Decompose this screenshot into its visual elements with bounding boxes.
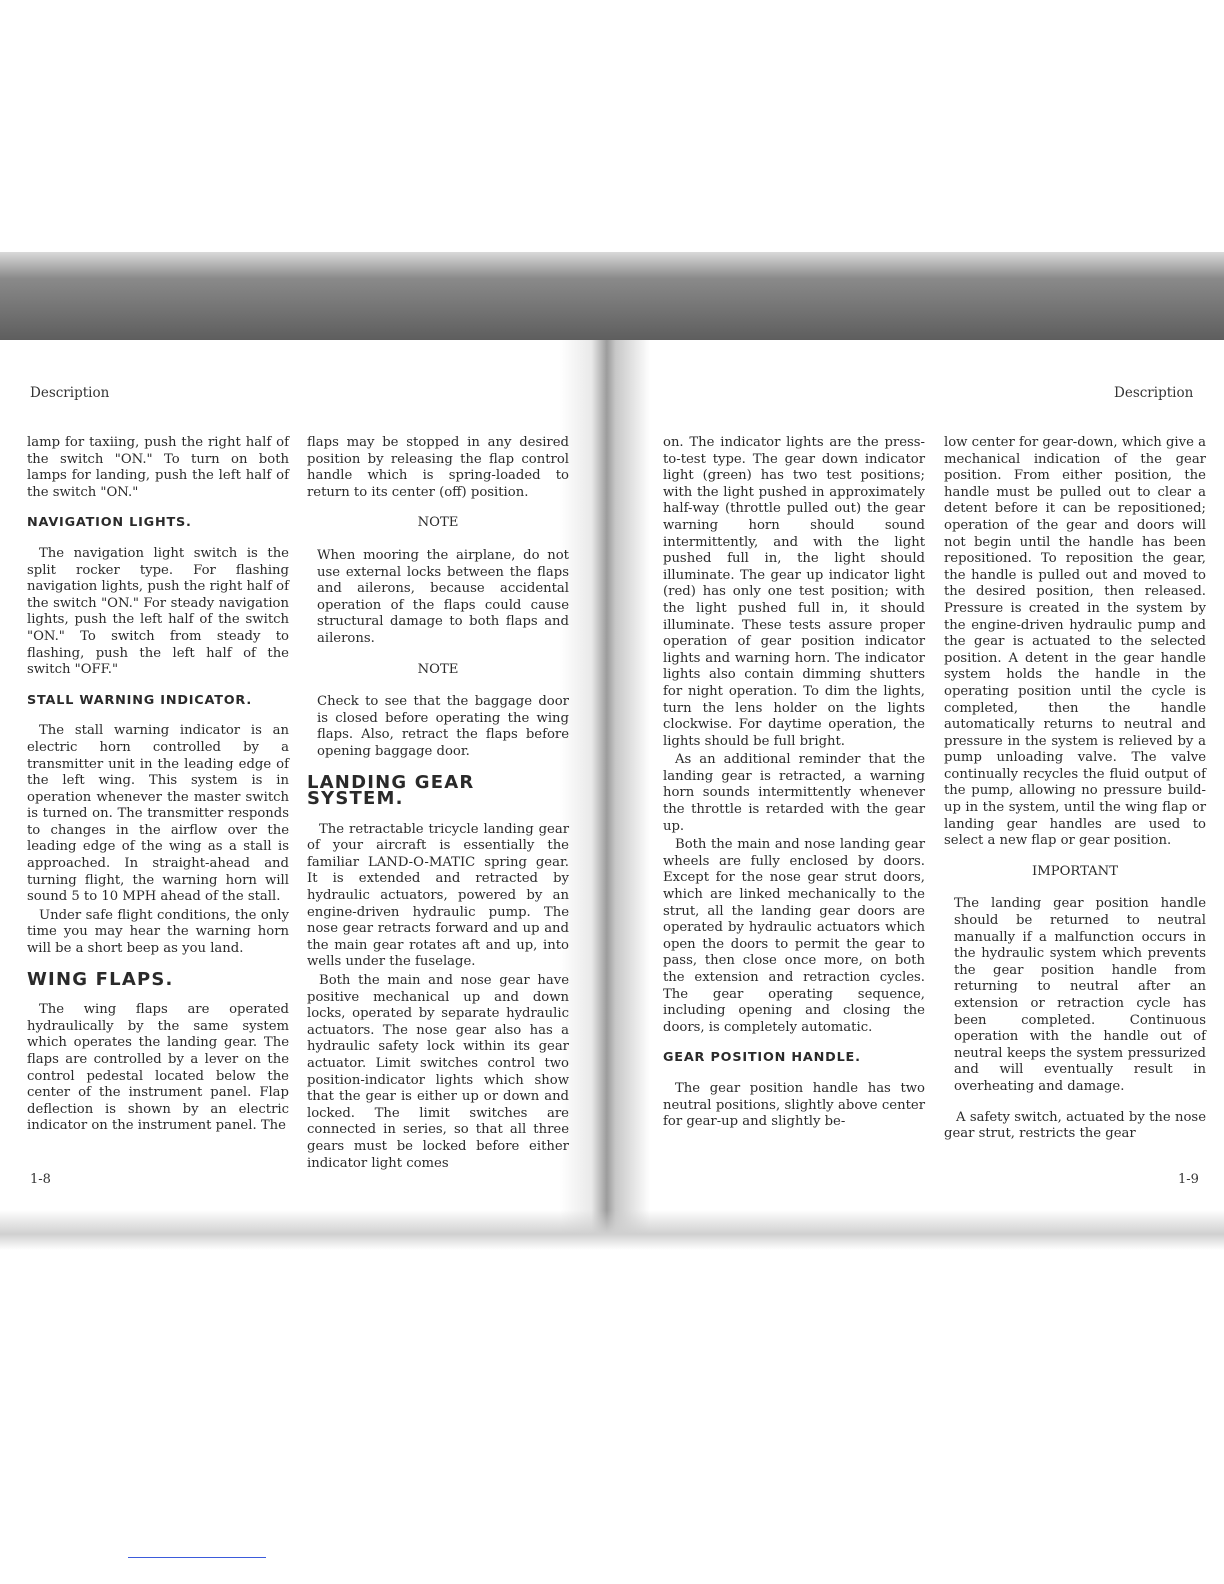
right-running-head: Description [1114,385,1194,401]
paragraph: Under safe flight conditions, the only time you may hear the warning horn will be a short beep as you land. [27,907,289,957]
paragraph: low center for gear-down, which give a mechanical indication of the gear position. From either position, the handle must be pulled out to clear a detent before it can be repositioned; operation of the gear and doors will not begin until the handle has been repositioned. To reposition the gear, the handle is pulled out and moved to the desired position, then released. Pressure is created in the system by the engine-driven hydraulic pump and the gear is actuated to the selected position. A detent in the gear handle system holds the handle in the operating position until the cycle is completed, then the handle automatically returns to neutral and pressure in the system is relieved by a pump unloading valve. The valve continually recycles the fluid output of the pump, allowing no pressure build-up in the system, until the wing flap or landing gear handles are used to select a new flap or gear position. [944,435,1206,849]
bottom-shadow [0,1210,1224,1250]
page-spread [0,340,1224,1240]
paragraph: Both the main and nose landing gear wheels are fully enclosed by doors. Except for the nose gear strut doors, which are linked mechanically to the strut, all the landing gear doors are operated by hydraulic actuators which open the doors to permit the gear to pass, then close once more, on both the extension and retraction cycles. The gear operating sequence, including opening and closing the doors, is completely automatic. [663,837,925,1035]
heading-stall-warning: STALL WARNING INDICATOR. [27,692,252,708]
note-body: When mooring the airplane, do not use external locks between the flaps and ailerons, because accidental operation of the flaps could cause structural damage to both flaps and ailerons. [317,547,569,646]
left-column-2 [307,435,569,1174]
paragraph: Both the main and nose gear have positive mechanical up and down locks, operated by separate hydraulic actuators. The nose gear also has a hydraulic safety lock within its gear actuator. Limit switches control two position-indicator lights which show that the gear is either up or down and locked. The limit switches are connected in series, so that all three gears must be locked before either indicator light comes [307,973,569,1171]
right-page-number: 1-9 [1178,1172,1199,1187]
left-running-head: Description [30,385,110,401]
left-page-number: 1-8 [30,1172,51,1187]
heading-wing-flaps: WING FLAPS. [27,968,174,990]
heading-gear-position-handle: GEAR POSITION HANDLE. [663,1050,861,1066]
paragraph: The retractable tricycle landing gear of your aircraft is essentially the familiar LAND-O-MATIC spring gear. It is extended and retracted by hydraulic actuators, powered by an engine-driven hydraulic pump. The nose gear retracts forward and up and the main gear rotates aft and up, into wells under the fuselage. [307,821,569,970]
paragraph: The navigation light switch is the split rocker type. For flashing navigation lights, push the right half of the switch "ON." For steady navigation lights, push the left half of the switch "ON." To switch from steady to flashing, push the left half of the switch "OFF." [27,545,289,678]
paragraph: The wing flaps are operated hydraulically by the same system which operates the landing gear. The flaps are controlled by a lever on the control pedestal located below the center of the instrument panel. Flap deflection is shown by an electric indicator on the instrument panel. The [27,1002,289,1134]
heading-landing-gear-system: LANDING GEAR SYSTEM. [307,771,475,810]
note-title: NOTE [417,661,459,677]
heading-navigation-lights: NAVIGATION LIGHTS. [27,515,192,531]
important-title: IMPORTANT [1031,863,1119,879]
note-body: Check to see that the baggage door is closed before operating the wing flaps. Also, retract the flaps before opening baggage door. [317,694,569,759]
blue-underline-mark [128,1557,266,1558]
important-body: The landing gear position handle should be returned to neutral manually if a malfunction occurs in the hydraulic system which prevents the gear position handle from returning to neutral after an extension or retraction cycle has been completed. Continuous operation with the handle out of neutral keeps the system pressurized and will eventually result in overheating and damage. [954,896,1206,1094]
paragraph: on. The indicator lights are the press-to-test type. The gear down indicator light (green) has two test positions; with the light pushed in approximately half-way (throttle pulled out) the gear warning horn should sound intermittently, and with the light pushed full in, the light should illuminate. The gear up indicator light (red) has only one test position; with the light pushed full in, it should illuminate. These tests assure proper operation of gear position indicator lights and warning horn. The indicator lights also contain dimming shutters for night operation. To dim the lights, turn the lens holder on the lights clockwise. For daytime operation, the lights should be full bright. [663,435,925,749]
paragraph: As an additional reminder that the landing gear is retracted, a warning horn sounds intermittently whenever the throttle is retarded with the gear up. [663,752,925,834]
paragraph: A safety switch, actuated by the nose gear strut, restricts the gear [944,1109,1206,1142]
binding-gutter [560,340,650,1240]
scan-shadow-band [0,252,1224,340]
left-column-1 [27,435,289,1137]
right-column-1 [663,435,925,1133]
paragraph: lamp for taxiing, push the right half of the switch "ON." To turn on both lamps for landing, push the left half of the switch "ON." [27,435,289,500]
right-column-2 [944,435,1206,1145]
paragraph: The stall warning indicator is an electric horn controlled by a transmitter unit in the leading edge of the left wing. This system is in operation whenever the master switch is turned on. The transmitter responds to changes in the airflow over the leading edge of the wing as a stall is approached. In straight-ahead and turning flight, the warning horn will sound 5 to 10 MPH ahead of the stall. [27,723,289,905]
note-title: NOTE [417,515,459,531]
paragraph: The gear position handle has two neutral positions, slightly above center for gear-up and slightly be- [663,1080,925,1130]
paragraph: flaps may be stopped in any desired position by releasing the flap control handle which is spring-loaded to return to its center (off) position. [307,435,569,500]
